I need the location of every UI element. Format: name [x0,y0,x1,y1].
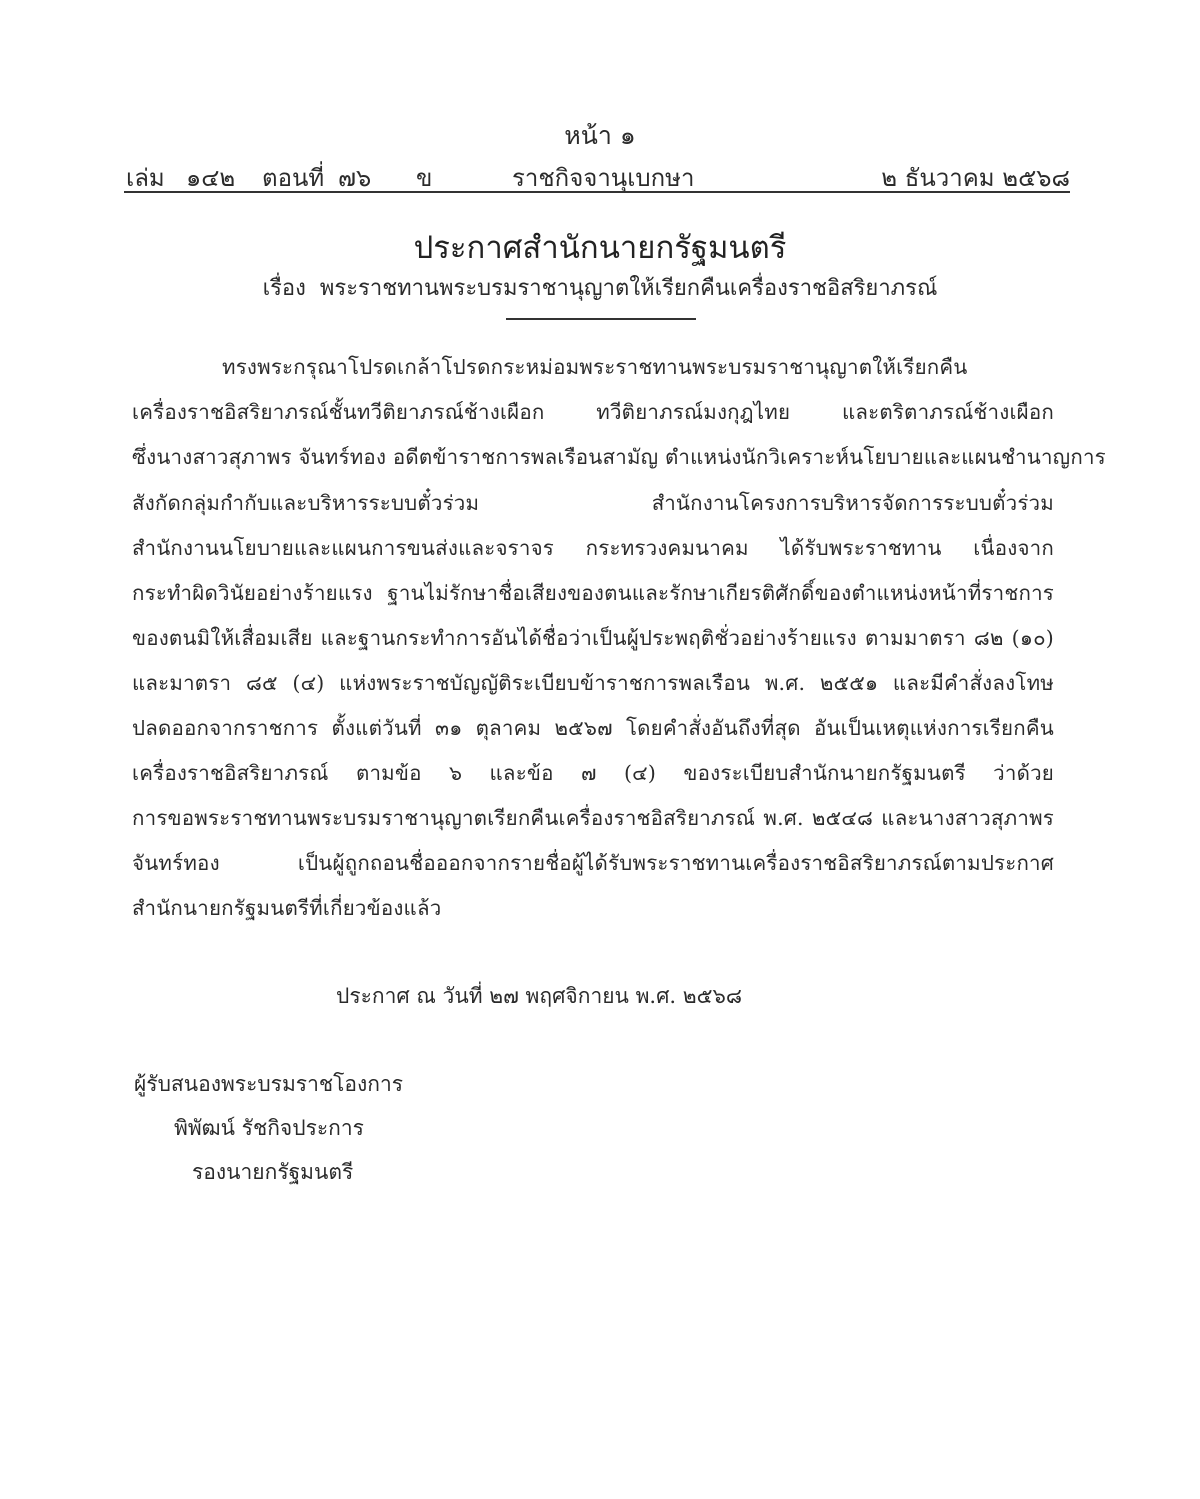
subject-text: พระราชทานพระบรมราชานุญาตให้เรียกคืนเครื่องราชอิสริยาภรณ์ [319,276,938,301]
body-line: ปลดออกจากราชการ ตั้งแต่วันที่ ๓๑ ตุลาคม ๒๕๖๗ โดยคำสั่งอันถึงที่สุด อันเป็นเหตุแห่งการเรียกคืน [132,716,1054,740]
gazette-name: ราชกิจจานุเบกษา [512,164,695,192]
signatory-position: รองนายกรัฐมนตรี [192,1160,354,1184]
page-number: หน้า ๑ [564,121,636,150]
issue-label: ตอนที่ [262,164,325,192]
body-line: กระทำผิดวินัยอย่างร้ายแรง ฐานไม่รักษาชื่อเสียงของตนและรักษาเกียรติศักดิ์ของตำแหน่งหน้าที่ราชการ [132,581,1054,605]
issue-number: ๗๖ [338,164,372,192]
section-letter: ข [416,164,433,192]
subject-label: เรื่อง [262,276,306,301]
volume-number: ๑๔๒ [186,164,236,192]
body-line: สำนักงานนโยบายและแผนการขนส่งและจราจร กระทรวงคมนาคม ได้รับพระราชทาน เนื่องจาก [132,536,1054,560]
body-line: จันทร์ทอง เป็นผู้ถูกถอนชื่อออกจากรายชื่อผู้ได้รับพระราชทานเครื่องราชอิสริยาภรณ์ตามประกาศ [132,851,1054,875]
body-line: เครื่องราชอิสริยาภรณ์ชั้นทวีติยาภรณ์ช้างเผือก ทวีติยาภรณ์มงกุฎไทย และตริตาภรณ์ช้างเผือก [132,400,1054,424]
gazette-header [126,158,1070,192]
document-title: ประกาศสำนักนายกรัฐมนตรี [413,230,787,266]
body-line: ซึ่งนางสาวสุภาพร จันทร์ทอง อดีตข้าราชการพลเรือนสามัญ ตำแหน่งนักวิเคราะห์นโยบายและแผนชำนาญการ [132,445,1106,469]
body-line: ของตนมิให้เสื่อมเสีย และฐานกระทำการอันได้ชื่อว่าเป็นผู้ประพฤติชั่วอย่างร้ายแรง ตามมาตรา ๘๒ (๑๐) [132,626,1054,650]
body-line: สังกัดกลุ่มกำกับและบริหารระบบตั๋วร่วม สำนักงานโครงการบริหารจัดการระบบตั๋วร่วม [132,491,1054,515]
body-line: เครื่องราชอิสริยาภรณ์ ตามข้อ ๖ และข้อ ๗ (๔) ของระเบียบสำนักนายกรัฐมนตรี ว่าด้วย [132,761,1054,785]
document-subject [0,270,1200,305]
body-line: ทรงพระกรุณาโปรดเกล้าโปรดกระหม่อมพระราชทานพระบรมราชานุญาตให้เรียกคืน [222,355,968,379]
countersign-line: ผู้รับสนองพระบรมราชโองการ [134,1072,404,1096]
announcement-date: ประกาศ ณ วันที่ ๒๗ พฤศจิกายน พ.ศ. ๒๕๖๘ [336,984,743,1008]
volume-label: เล่ม [126,164,165,192]
header-divider [124,191,1070,193]
body-line: สำนักนายกรัฐมนตรีที่เกี่ยวข้องแล้ว [132,896,442,920]
signatory-name: พิพัฒน์ รัชกิจประการ [174,1116,364,1140]
publication-date: ๒ ธันวาคม ๒๕๖๘ [881,164,1070,192]
title-divider [506,318,696,320]
body-line: การขอพระราชทานพระบรมราชานุญาตเรียกคืนเครื่องราชอิสริยาภรณ์ พ.ศ. ๒๕๔๘ และนางสาวสุภาพร [132,806,1054,830]
body-line: และมาตรา ๘๕ (๔) แห่งพระราชบัญญัติระเบียบข้าราชการพลเรือน พ.ศ. ๒๕๕๑ และมีคำสั่งลงโทษ [132,671,1054,695]
